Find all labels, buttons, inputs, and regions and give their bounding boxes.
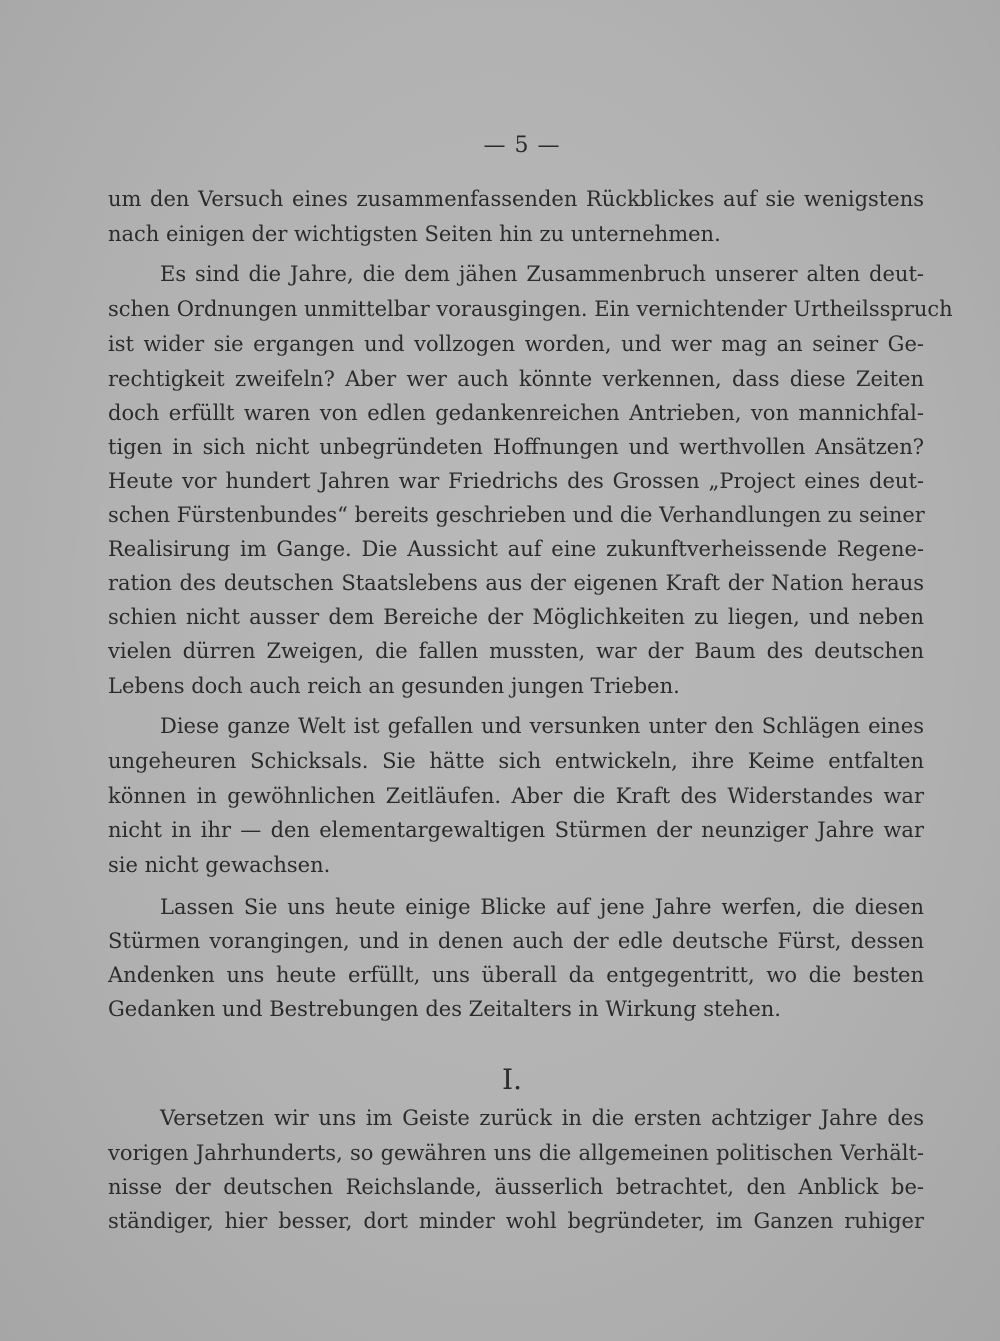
text-line: sie nicht gewachsen. (108, 853, 331, 877)
text-line: um den Versuch eines zusammenfassenden Rückblickes auf sie wenigstens (108, 187, 924, 211)
text-line: nach einigen der wichtigsten Seiten hin zu unternehmen. (108, 222, 721, 246)
text-line: Stürmen vorangingen, und in denen auch der edle deutsche Fürst, dessen (108, 929, 924, 953)
text-line: schen Ordnungen unmittelbar vorausgingen. Ein vernichtender Urtheilsspruch (108, 297, 953, 321)
text-line: ständiger, hier besser, dort minder wohl begründeter, im Ganzen ruhiger (108, 1209, 924, 1233)
page-number: — 5 — (483, 133, 561, 158)
text-line: Lassen Sie uns heute einige Blicke auf jene Jahre werfen, die diesen (160, 895, 924, 919)
text-line: ration des deutschen Staatslebens aus der eigenen Kraft der Nation heraus (108, 571, 924, 595)
text-line: nicht in ihr — den elementargewaltigen Stürmen der neunziger Jahre war (108, 818, 924, 842)
text-line: doch erfüllt waren von edlen gedankenreichen Antrieben, von mannichfal- (108, 401, 924, 425)
text-line: können in gewöhnlichen Zeitläufen. Aber die Kraft des Widerstandes war (108, 784, 924, 808)
text-line: ist wider sie ergangen und vollzogen worden, und wer mag an seiner Ge- (108, 332, 924, 356)
text-line: rechtigkeit zweifeln? Aber wer auch könnte verkennen, dass diese Zeiten (108, 367, 924, 391)
section-heading: I. (502, 1063, 522, 1096)
text-line: ungeheuren Schicksals. Sie hätte sich entwickeln, ihre Keime entfalten (108, 749, 924, 773)
text-line: Es sind die Jahre, die dem jähen Zusammenbruch unserer alten deut- (160, 262, 924, 286)
text-line: Versetzen wir uns im Geiste zurück in die ersten achtziger Jahre des (160, 1106, 924, 1130)
text-line: vielen dürren Zweigen, die fallen mussten, war der Baum des deutschen (108, 639, 924, 663)
text-line: Heute vor hundert Jahren war Friedrichs des Grossen „Project eines deut- (108, 469, 924, 493)
text-line: tigen in sich nicht unbegründeten Hoffnungen und werthvollen Ansätzen? (108, 435, 924, 459)
text-line: Gedanken und Bestrebungen des Zeitalters in Wirkung stehen. (108, 997, 781, 1021)
text-line: Lebens doch auch reich an gesunden jungen Trieben. (108, 674, 680, 698)
text-line: schen Fürstenbundes“ bereits geschrieben und die Verhandlungen zu seiner (108, 503, 925, 527)
text-line: Realisirung im Gange. Die Aussicht auf eine zukunftverheissende Regene- (108, 537, 924, 561)
text-line: schien nicht ausser dem Bereiche der Möglichkeiten zu liegen, und neben (108, 605, 924, 629)
text-line: Diese ganze Welt ist gefallen und versunken unter den Schlägen eines (160, 714, 924, 738)
text-line: nisse der deutschen Reichslande, äusserlich betrachtet, den Anblick be- (108, 1175, 924, 1199)
text-line: Andenken uns heute erfüllt, uns überall da entgegentritt, wo die besten (108, 963, 924, 987)
text-line: vorigen Jahrhunderts, so gewähren uns die allgemeinen politischen Verhält- (108, 1141, 924, 1165)
